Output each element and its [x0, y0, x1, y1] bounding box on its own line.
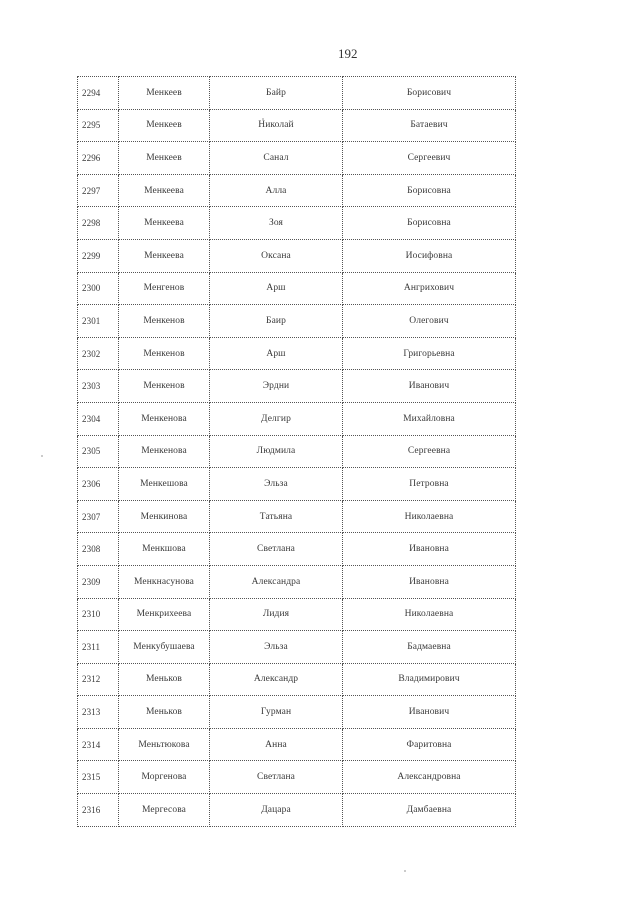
patronymic-cell: Ивановна [343, 533, 516, 566]
patronymic-cell: Борисовна [343, 207, 516, 240]
page-number: 192 [338, 46, 358, 61]
first-name-cell: Байр [210, 77, 343, 110]
row-number-cell: 2310 [78, 598, 119, 631]
roster-body [78, 77, 516, 827]
surname-cell: Менкеев [119, 109, 210, 142]
row-number-cell: 2305 [78, 435, 119, 468]
patronymic-cell: Ангрихович [343, 272, 516, 305]
surname-cell: Менкенов [119, 337, 210, 370]
patronymic-cell: Александровна [343, 761, 516, 794]
first-name-cell: Эльза [210, 468, 343, 501]
first-name-cell: Дацара [210, 794, 343, 827]
surname-cell: Мергесова [119, 794, 210, 827]
patronymic-cell: Григорьевна [343, 337, 516, 370]
patronymic-cell: Фаритовна [343, 728, 516, 761]
first-name-cell: Зоя [210, 207, 343, 240]
row-number-cell: 2302 [78, 337, 119, 370]
row-number-cell: 2313 [78, 696, 119, 729]
patronymic-cell: Олегович [343, 305, 516, 338]
patronymic-cell: Дамбаевна [343, 794, 516, 827]
surname-cell: Менкеева [119, 207, 210, 240]
table-row [78, 207, 516, 240]
table-row [78, 500, 516, 533]
table-row [78, 370, 516, 403]
first-name-cell: Алла [210, 174, 343, 207]
table-row [78, 696, 516, 729]
row-number-cell: 2300 [78, 272, 119, 305]
row-number-cell: 2298 [78, 207, 119, 240]
first-name-cell: Светлана [210, 533, 343, 566]
first-name-cell: Эльза [210, 631, 343, 664]
patronymic-cell: Сергеевич [343, 142, 516, 175]
patronymic-cell: Николаевна [343, 500, 516, 533]
table-row [78, 794, 516, 827]
table-row [78, 402, 516, 435]
table-row [78, 565, 516, 598]
table-row [78, 631, 516, 664]
table-row [78, 272, 516, 305]
table-row [78, 435, 516, 468]
row-number-cell: 2301 [78, 305, 119, 338]
surname-cell: Менкеев [119, 142, 210, 175]
surname-cell: Менкубушаева [119, 631, 210, 664]
surname-cell: Менкеева [119, 239, 210, 272]
surname-cell: Менкешова [119, 468, 210, 501]
patronymic-cell: Иванович [343, 370, 516, 403]
surname-cell: Менкенов [119, 305, 210, 338]
row-number-cell: 2306 [78, 468, 119, 501]
patronymic-cell: Сергеевна [343, 435, 516, 468]
patronymic-cell: Бадмаевна [343, 631, 516, 664]
row-number-cell: 2312 [78, 663, 119, 696]
patronymic-cell: Батаевич [343, 109, 516, 142]
first-name-cell: Александра [210, 565, 343, 598]
surname-cell: Меньтюкова [119, 728, 210, 761]
table-row [78, 109, 516, 142]
row-number-cell: 2311 [78, 631, 119, 664]
row-number-cell: 2316 [78, 794, 119, 827]
patronymic-cell: Ивановна [343, 565, 516, 598]
first-name-cell: Александр [210, 663, 343, 696]
surname-cell: Менкеева [119, 174, 210, 207]
scan-speck [262, 118, 264, 120]
patronymic-cell: Иванович [343, 696, 516, 729]
row-number-cell: 2304 [78, 402, 119, 435]
first-name-cell: Гурман [210, 696, 343, 729]
table-row [78, 337, 516, 370]
table-row [78, 468, 516, 501]
surname-cell: Меньков [119, 696, 210, 729]
first-name-cell: Лидия [210, 598, 343, 631]
row-number-cell: 2314 [78, 728, 119, 761]
row-number-cell: 2303 [78, 370, 119, 403]
first-name-cell: Анна [210, 728, 343, 761]
surname-cell: Менкенова [119, 435, 210, 468]
surname-cell: Менкинова [119, 500, 210, 533]
surname-cell: Меньков [119, 663, 210, 696]
surname-cell: Менкеев [119, 77, 210, 110]
first-name-cell: Баир [210, 305, 343, 338]
table-row [78, 663, 516, 696]
first-name-cell: Эрдни [210, 370, 343, 403]
table-row [78, 728, 516, 761]
table-row [78, 77, 516, 110]
patronymic-cell: Петровна [343, 468, 516, 501]
patronymic-cell: Николаевна [343, 598, 516, 631]
scan-speck [404, 870, 406, 872]
surname-cell: Менкенов [119, 370, 210, 403]
surname-cell: Менкшова [119, 533, 210, 566]
table-row [78, 142, 516, 175]
patronymic-cell: Борисович [343, 77, 516, 110]
roster-table [77, 76, 516, 827]
row-number-cell: 2307 [78, 500, 119, 533]
first-name-cell: Арш [210, 272, 343, 305]
surname-cell: Менгенов [119, 272, 210, 305]
row-number-cell: 2295 [78, 109, 119, 142]
table-row [78, 533, 516, 566]
first-name-cell: Оксана [210, 239, 343, 272]
first-name-cell: Татьяна [210, 500, 343, 533]
row-number-cell: 2297 [78, 174, 119, 207]
first-name-cell: Делгир [210, 402, 343, 435]
row-number-cell: 2315 [78, 761, 119, 794]
first-name-cell: Николай [210, 109, 343, 142]
first-name-cell: Светлана [210, 761, 343, 794]
first-name-cell: Людмила [210, 435, 343, 468]
surname-cell: Моргенова [119, 761, 210, 794]
surname-cell: Менкнасунова [119, 565, 210, 598]
patronymic-cell: Владимирович [343, 663, 516, 696]
table-row [78, 239, 516, 272]
scan-speck [41, 455, 43, 457]
patronymic-cell: Иосифовна [343, 239, 516, 272]
row-number-cell: 2309 [78, 565, 119, 598]
row-number-cell: 2296 [78, 142, 119, 175]
row-number-cell: 2308 [78, 533, 119, 566]
surname-cell: Менкенова [119, 402, 210, 435]
row-number-cell: 2294 [78, 77, 119, 110]
patronymic-cell: Борисовна [343, 174, 516, 207]
first-name-cell: Санал [210, 142, 343, 175]
first-name-cell: Арш [210, 337, 343, 370]
table-row [78, 174, 516, 207]
row-number-cell: 2299 [78, 239, 119, 272]
table-row [78, 598, 516, 631]
patronymic-cell: Михайловна [343, 402, 516, 435]
table-row [78, 305, 516, 338]
surname-cell: Менкрихеева [119, 598, 210, 631]
table-row [78, 761, 516, 794]
